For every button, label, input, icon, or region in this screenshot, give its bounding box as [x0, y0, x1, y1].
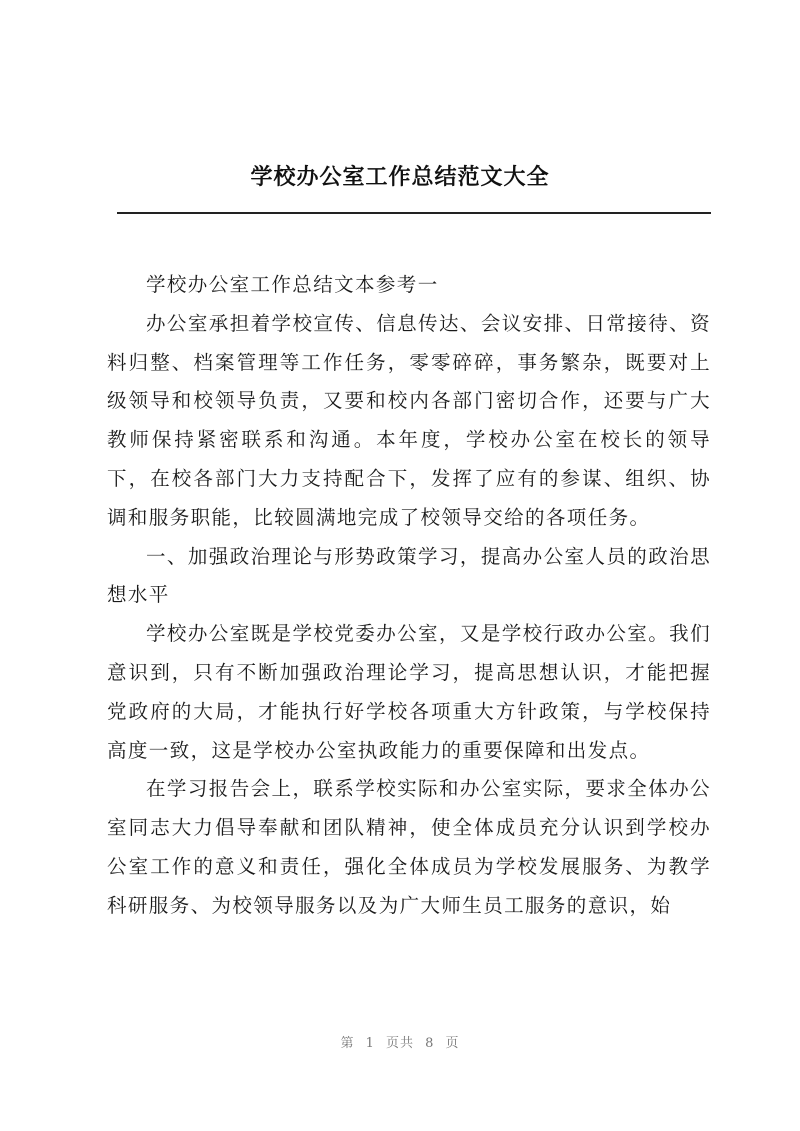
body-paragraph: 在学习报告会上，联系学校实际和办公室实际，要求全体办公室同志大力倡导奉献和团队精神，使全体成员充分认识到学校办公室工作的意义和责任，强化全体成员为学校发展服务、为教学科研服务、为校领导服务以及为广大师生员工服务的意识，始: [107, 777, 711, 917]
body-paragraph: 办公室承担着学校宣传、信息传达、会议安排、日常接待、资料归整、档案管理等工作任务，零零碎碎，事务繁杂，既要对上级领导和校领导负责，又要和校内各部门密切合作，还要与广大教师保持紧密联系和沟通。本年度，学校办公室在校长的领导下，在校各部门大力支持配合下，发挥了应有的参谋、组织、协调和服务职能，比较圆满地完成了校领导交给的各项任务。: [107, 311, 711, 529]
section-heading: 学校办公室工作总结文本参考一: [146, 273, 439, 296]
document-title: 学校办公室工作总结范文大全: [250, 165, 550, 190]
title-divider: [117, 212, 711, 214]
section-heading: 一、加强政治理论与形势政策学习，提高办公室人员的政治思想水平: [107, 544, 711, 607]
document-body: [107, 266, 711, 926]
page-number: 第 1 页共 8 页: [340, 1036, 460, 1051]
body-paragraph: 学校办公室既是学校党委办公室，又是学校行政办公室。我们意识到，只有不断加强政治理论学习，提高思想认识，才能把握党政府的大局，才能执行好学校各项重大方针政策，与学校保持高度一致，这是学校办公室执政能力的重要保障和出发点。: [107, 622, 711, 762]
